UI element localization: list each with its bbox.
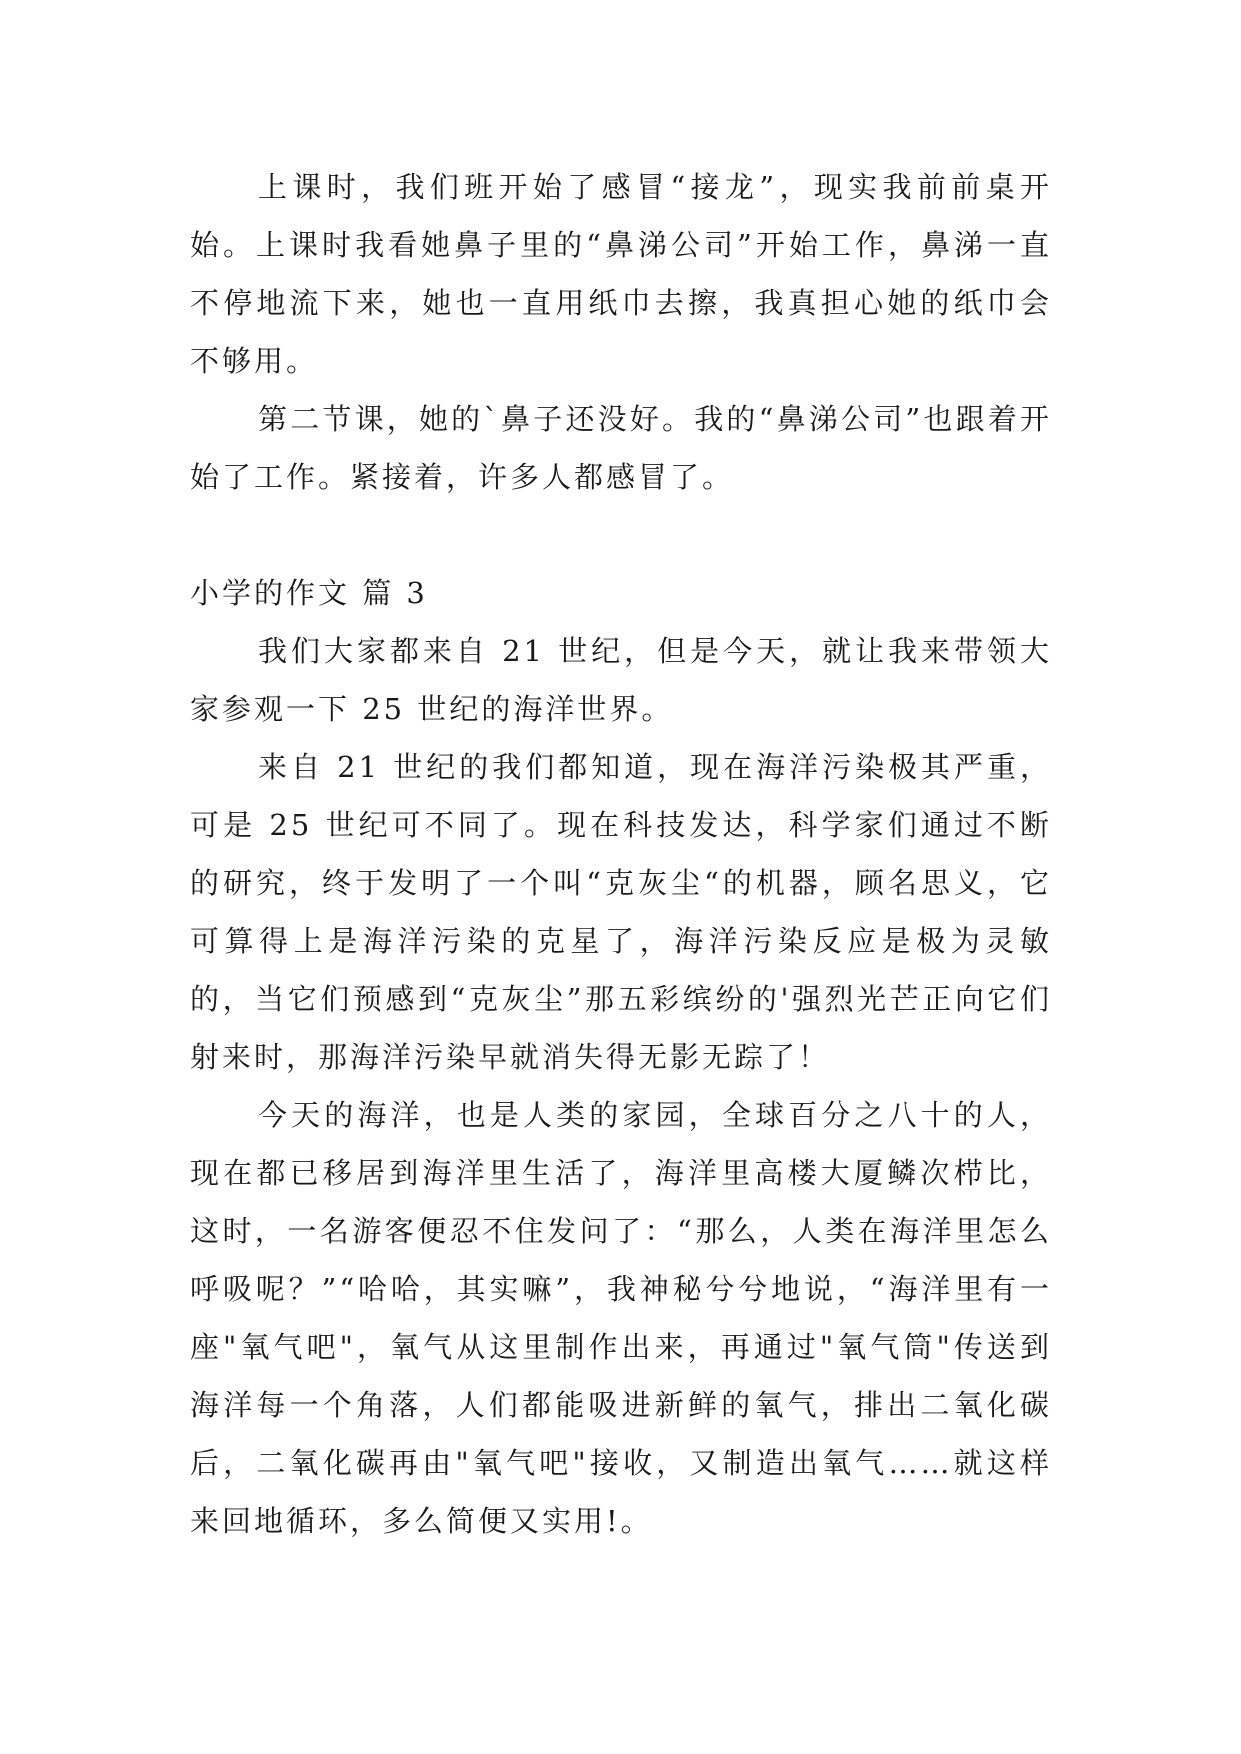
paragraph: 我们大家都来自 21 世纪，但是今天，就让我来带领大家参观一下 25 世纪的海洋世界。 [190, 634, 1052, 726]
section-spacer [190, 506, 1052, 564]
paragraph: 第二节课，她的`鼻子还没好。我的“鼻涕公司”也跟着开始了工作。紧接着，许多人都感冒了。 [190, 402, 1052, 494]
paragraph: 上课时，我们班开始了感冒“接龙”，现实我前前桌开始。上课时我看她鼻子里的“鼻涕公司”开始工作，鼻涕一直不停地流下来，她也一直用纸巾去擦，我真担心她的纸巾会不够用。 [190, 170, 1052, 378]
document-page [190, 158, 1052, 1550]
section-title: 小学的作文 篇 3 [190, 576, 428, 610]
paragraph: 今天的海洋，也是人类的家园，全球百分之八十的人，现在都已移居到海洋里生活了，海洋里高楼大厦鳞次栉比，这时，一名游客便忍不住发问了：“那么，人类在海洋里怎么呼吸呢？”“哈哈，其实嘛”，我神秘兮兮地说，“海洋里有一座"氧气吧"，氧气从这里制作出来，再通过"氧气筒"传送到海洋每一个角落，人们都能吸进新鲜的氧气，排出二氧化碳后，二氧化碳再由"氧气吧"接收，又制造出氧气……就这样来回地循环，多么简便又实用!。 [190, 1098, 1052, 1538]
paragraph: 来自 21 世纪的我们都知道，现在海洋污染极其严重，可是 25 世纪可不同了。现在科技发达，科学家们通过不断的研究，终于发明了一个叫“克灰尘“的机器，顾名思义，它可算得上是海洋污染的克星了，海洋污染反应是极为灵敏的，当它们预感到“克灰尘”那五彩缤纷的'强烈光芒正向它们射来时，那海洋污染早就消失得无影无踪了！ [190, 750, 1052, 1074]
